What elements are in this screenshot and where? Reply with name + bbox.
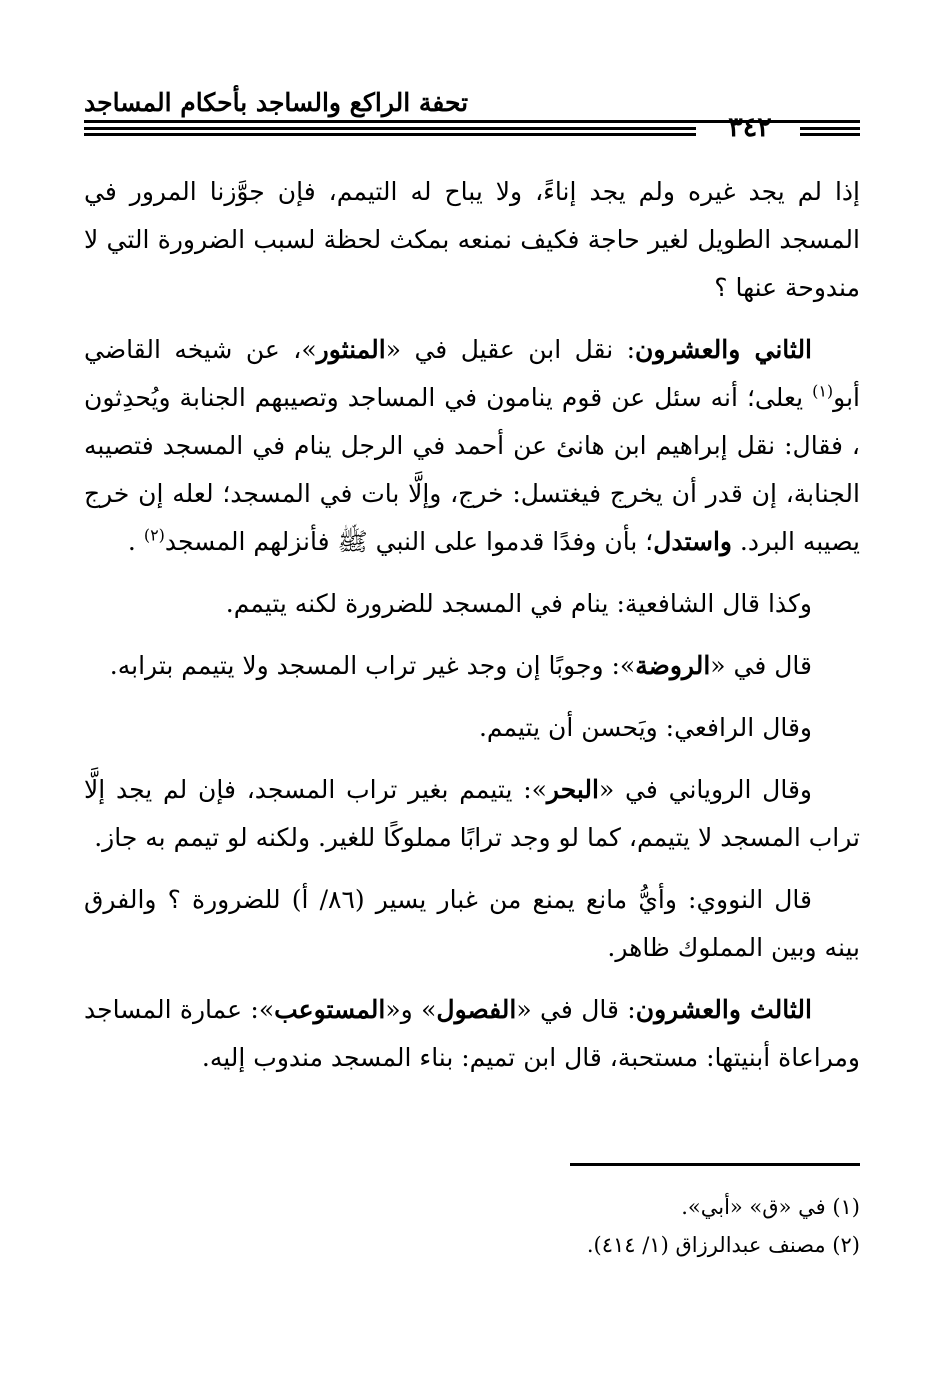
paragraph-8: [84, 986, 860, 1082]
paragraph-2-text-5: .: [127, 527, 144, 556]
section-heading-22: الثاني والعشرون: [635, 335, 813, 364]
paragraph-8-text-2: » و«: [385, 995, 437, 1024]
paragraph-2-text-3: يعلى؛ أنه سئل عن قوم ينامون في المساجد وتصيبهم الجنابة ويُحدِثون ، فقال: نقل إبراهيم ابن هانئ عن أحمد في الرجل ينام في المسجد فتصيبه الجنابة، إن قدر أن يخرج فيغتسل: خرج، وإلَّا بات في المسجد؛ لعله إن خرج يصيبه البرد.: [84, 383, 860, 556]
paragraph-6: [84, 766, 860, 862]
paragraph-6-lead: وقال الروياني في «: [598, 775, 812, 804]
paragraph-7: قال النووي: وأيُّ مانع يمنع من غبار يسير (٨٦/ أ) للضرورة ؟ والفرق بينه وبين المملوك ظاهر.: [84, 885, 860, 962]
body-text: [84, 168, 860, 1096]
footnote-1: (١) في «ق» «أبي».: [681, 1195, 860, 1219]
footnote-2: (٢) مصنف عبدالرزاق (١/ ٤١٤).: [586, 1233, 860, 1257]
book-title-rawda: الروضة: [635, 651, 711, 680]
paragraph-8-text-1: : قال في «: [516, 995, 636, 1024]
paragraph-2: [84, 326, 860, 566]
running-title: تحفة الراكع والساجد بأحكام المساجد: [84, 88, 469, 117]
header-double-rule-left: [84, 127, 696, 136]
paragraph-2-text-2: »، عن شيخه القاضي أبو: [84, 335, 860, 412]
paragraph-5: وقال الرافعي: ويَحسن أن يتيمم.: [478, 713, 812, 742]
paragraph-8-text-3: »: عمارة المساجد ومراعاة أبنيتها: مستحبة، قال ابن تميم: بناء المسجد مندوب إليه.: [84, 995, 860, 1072]
paragraph-6-rest: »: يتيمم بغير تراب المسجد، فإن لم يجد إلَّا تراب المسجد لا يتيمم، كما لو وجد ترابًا مملوكًا للغير. ولكنه لو تيمم به جاز.: [84, 775, 860, 852]
paragraph-2-text-4: ؛ بأن وفدًا قدموا على النبي ﷺ فأنزلهم المسجد: [164, 527, 654, 556]
paragraph-1: إذا لم يجد غيره ولم يجد إناءً، ولا يباح له التيمم، فإن جوَّزنا المرور في المسجد الطويل لغير حاجة فكيف نمنعه بمكث لحظة لسبب الضرورة التي لا مندوحة عنها ؟: [84, 177, 860, 302]
footnote-ref-2[interactable]: (٢): [143, 525, 165, 545]
header-double-rule-right: [800, 127, 860, 136]
book-title-bahr: البحر: [546, 775, 599, 804]
paragraph-2-text-1: : نقل ابن عقيل في «: [385, 335, 636, 364]
paragraph-4-lead: قال في «: [710, 651, 812, 680]
paragraph-4-rest: »: وجوبًا إن وجد غير تراب المسجد ولا يتيمم بترابه.: [109, 651, 636, 680]
page-number: ٣٤٢: [728, 112, 772, 143]
paragraph-3: وكذا قال الشافعية: ينام في المسجد للضرورة لكنه يتيمم.: [225, 589, 812, 618]
footnote-ref-1[interactable]: (١): [812, 381, 834, 401]
section-heading-23: الثالث والعشرون: [635, 995, 812, 1024]
paragraph-4: [84, 642, 860, 690]
book-title-fusul: الفصول: [436, 995, 517, 1024]
footnote-separator: [570, 1163, 860, 1166]
book-title-manthur: المنثور: [316, 335, 386, 364]
bold-istadalla: واستدل: [653, 527, 732, 556]
book-title-mustawib: المستوعب: [274, 995, 386, 1024]
footnotes: [84, 1188, 860, 1264]
